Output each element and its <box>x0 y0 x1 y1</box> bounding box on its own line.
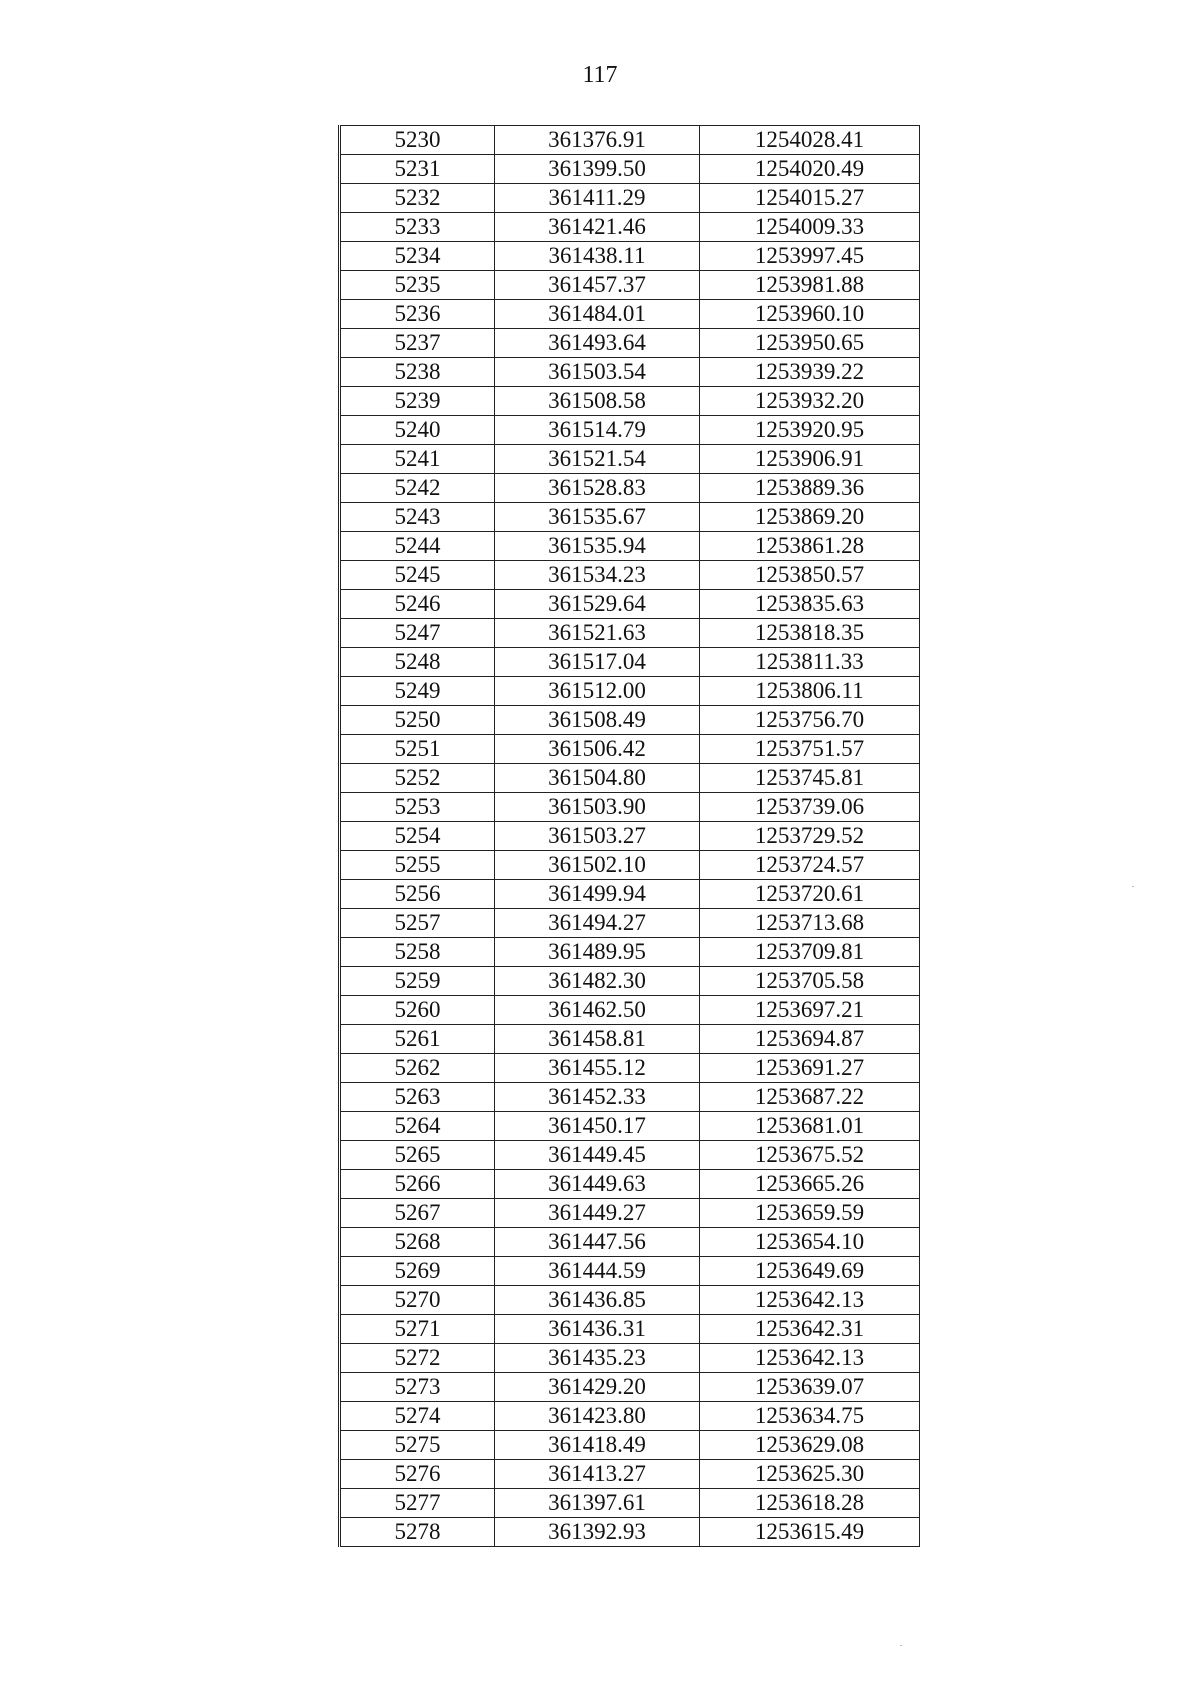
x-coordinate-cell: 361503.90 <box>495 793 700 822</box>
x-coordinate-cell: 361399.50 <box>495 155 700 184</box>
table-row <box>340 909 920 938</box>
x-coordinate-cell: 361447.56 <box>495 1228 700 1257</box>
x-coordinate-cell: 361504.80 <box>495 764 700 793</box>
y-coordinate-cell: 1253932.20 <box>700 387 920 416</box>
y-coordinate-cell: 1253818.35 <box>700 619 920 648</box>
table-row <box>340 532 920 561</box>
x-coordinate-cell: 361449.27 <box>495 1199 700 1228</box>
x-coordinate-cell: 361449.63 <box>495 1170 700 1199</box>
point-number-cell: 5251 <box>340 735 495 764</box>
x-coordinate-cell: 361534.23 <box>495 561 700 590</box>
x-coordinate-cell: 361506.42 <box>495 735 700 764</box>
page-number: 117 <box>582 62 618 88</box>
point-number-cell: 5271 <box>340 1315 495 1344</box>
y-coordinate-cell: 1253950.65 <box>700 329 920 358</box>
point-number-cell: 5231 <box>340 155 495 184</box>
table-row <box>340 126 920 155</box>
table-row <box>340 184 920 213</box>
point-number-cell: 5265 <box>340 1141 495 1170</box>
table-row <box>340 851 920 880</box>
table-row <box>340 242 920 271</box>
point-number-cell: 5257 <box>340 909 495 938</box>
y-coordinate-cell: 1253642.31 <box>700 1315 920 1344</box>
point-number-cell: 5258 <box>340 938 495 967</box>
table-row <box>340 648 920 677</box>
x-coordinate-cell: 361411.29 <box>495 184 700 213</box>
point-number-cell: 5254 <box>340 822 495 851</box>
table-body <box>340 126 920 1547</box>
y-coordinate-cell: 1254015.27 <box>700 184 920 213</box>
y-coordinate-cell: 1253745.81 <box>700 764 920 793</box>
y-coordinate-cell: 1253811.33 <box>700 648 920 677</box>
table-row <box>340 445 920 474</box>
point-number-cell: 5272 <box>340 1344 495 1373</box>
table-row <box>340 590 920 619</box>
x-coordinate-cell: 361493.64 <box>495 329 700 358</box>
y-coordinate-cell: 1253850.57 <box>700 561 920 590</box>
table-row <box>340 503 920 532</box>
x-coordinate-cell: 361452.33 <box>495 1083 700 1112</box>
x-coordinate-cell: 361502.10 <box>495 851 700 880</box>
y-coordinate-cell: 1253697.21 <box>700 996 920 1025</box>
y-coordinate-cell: 1253981.88 <box>700 271 920 300</box>
table-row <box>340 300 920 329</box>
y-coordinate-cell: 1253634.75 <box>700 1402 920 1431</box>
scan-speck <box>1132 886 1134 887</box>
table-row <box>340 1257 920 1286</box>
y-coordinate-cell: 1253869.20 <box>700 503 920 532</box>
y-coordinate-cell: 1253687.22 <box>700 1083 920 1112</box>
y-coordinate-cell: 1253649.69 <box>700 1257 920 1286</box>
point-number-cell: 5244 <box>340 532 495 561</box>
x-coordinate-cell: 361489.95 <box>495 938 700 967</box>
x-coordinate-cell: 361499.94 <box>495 880 700 909</box>
table-row <box>340 938 920 967</box>
table-row <box>340 1373 920 1402</box>
point-number-cell: 5252 <box>340 764 495 793</box>
x-coordinate-cell: 361494.27 <box>495 909 700 938</box>
y-coordinate-cell: 1253642.13 <box>700 1286 920 1315</box>
point-number-cell: 5237 <box>340 329 495 358</box>
table-row <box>340 619 920 648</box>
point-number-cell: 5264 <box>340 1112 495 1141</box>
x-coordinate-cell: 361508.49 <box>495 706 700 735</box>
x-coordinate-cell: 361512.00 <box>495 677 700 706</box>
x-coordinate-cell: 361423.80 <box>495 1402 700 1431</box>
table-row <box>340 1489 920 1518</box>
point-number-cell: 5233 <box>340 213 495 242</box>
y-coordinate-cell: 1253920.95 <box>700 416 920 445</box>
point-number-cell: 5247 <box>340 619 495 648</box>
table-row <box>340 1170 920 1199</box>
point-number-cell: 5242 <box>340 474 495 503</box>
x-coordinate-cell: 361435.23 <box>495 1344 700 1373</box>
point-number-cell: 5238 <box>340 358 495 387</box>
table-row <box>340 213 920 242</box>
point-number-cell: 5268 <box>340 1228 495 1257</box>
x-coordinate-cell: 361529.64 <box>495 590 700 619</box>
y-coordinate-cell: 1253889.36 <box>700 474 920 503</box>
y-coordinate-cell: 1253705.58 <box>700 967 920 996</box>
x-coordinate-cell: 361429.20 <box>495 1373 700 1402</box>
y-coordinate-cell: 1253729.52 <box>700 822 920 851</box>
y-coordinate-cell: 1253751.57 <box>700 735 920 764</box>
y-coordinate-cell: 1253720.61 <box>700 880 920 909</box>
x-coordinate-cell: 361392.93 <box>495 1518 700 1547</box>
point-number-cell: 5232 <box>340 184 495 213</box>
y-coordinate-cell: 1254009.33 <box>700 213 920 242</box>
y-coordinate-cell: 1253691.27 <box>700 1054 920 1083</box>
table-row <box>340 822 920 851</box>
x-coordinate-cell: 361450.17 <box>495 1112 700 1141</box>
table-row <box>340 880 920 909</box>
table-row <box>340 735 920 764</box>
table-row <box>340 1025 920 1054</box>
point-number-cell: 5240 <box>340 416 495 445</box>
x-coordinate-cell: 361482.30 <box>495 967 700 996</box>
table-row <box>340 271 920 300</box>
y-coordinate-cell: 1253997.45 <box>700 242 920 271</box>
x-coordinate-cell: 361421.46 <box>495 213 700 242</box>
y-coordinate-cell: 1253639.07 <box>700 1373 920 1402</box>
table-row <box>340 1054 920 1083</box>
y-coordinate-cell: 1253625.30 <box>700 1460 920 1489</box>
point-number-cell: 5277 <box>340 1489 495 1518</box>
point-number-cell: 5250 <box>340 706 495 735</box>
table-row <box>340 1228 920 1257</box>
point-number-cell: 5234 <box>340 242 495 271</box>
table-row <box>340 1112 920 1141</box>
x-coordinate-cell: 361535.67 <box>495 503 700 532</box>
point-number-cell: 5267 <box>340 1199 495 1228</box>
table-row <box>340 387 920 416</box>
y-coordinate-cell: 1253629.08 <box>700 1431 920 1460</box>
x-coordinate-cell: 361413.27 <box>495 1460 700 1489</box>
y-coordinate-cell: 1253835.63 <box>700 590 920 619</box>
x-coordinate-cell: 361503.27 <box>495 822 700 851</box>
point-number-cell: 5239 <box>340 387 495 416</box>
point-number-cell: 5262 <box>340 1054 495 1083</box>
y-coordinate-cell: 1253756.70 <box>700 706 920 735</box>
y-coordinate-cell: 1253675.52 <box>700 1141 920 1170</box>
table-row <box>340 764 920 793</box>
point-number-cell: 5256 <box>340 880 495 909</box>
x-coordinate-cell: 361521.63 <box>495 619 700 648</box>
x-coordinate-cell: 361484.01 <box>495 300 700 329</box>
y-coordinate-cell: 1253642.13 <box>700 1344 920 1373</box>
table-row <box>340 329 920 358</box>
table-row <box>340 155 920 184</box>
point-number-cell: 5270 <box>340 1286 495 1315</box>
table-row <box>340 996 920 1025</box>
y-coordinate-cell: 1254020.49 <box>700 155 920 184</box>
y-coordinate-cell: 1253694.87 <box>700 1025 920 1054</box>
point-number-cell: 5245 <box>340 561 495 590</box>
point-number-cell: 5266 <box>340 1170 495 1199</box>
y-coordinate-cell: 1253724.57 <box>700 851 920 880</box>
point-number-cell: 5230 <box>340 126 495 155</box>
x-coordinate-cell: 361535.94 <box>495 532 700 561</box>
point-number-cell: 5274 <box>340 1402 495 1431</box>
point-number-cell: 5261 <box>340 1025 495 1054</box>
y-coordinate-cell: 1253709.81 <box>700 938 920 967</box>
y-coordinate-cell: 1253739.06 <box>700 793 920 822</box>
table-row <box>340 1431 920 1460</box>
table-row <box>340 561 920 590</box>
x-coordinate-cell: 361436.31 <box>495 1315 700 1344</box>
x-coordinate-cell: 361444.59 <box>495 1257 700 1286</box>
scan-speck <box>900 1645 902 1646</box>
x-coordinate-cell: 361436.85 <box>495 1286 700 1315</box>
y-coordinate-cell: 1253654.10 <box>700 1228 920 1257</box>
point-number-cell: 5276 <box>340 1460 495 1489</box>
x-coordinate-cell: 361458.81 <box>495 1025 700 1054</box>
y-coordinate-cell: 1253960.10 <box>700 300 920 329</box>
table-row <box>340 1199 920 1228</box>
table-row <box>340 416 920 445</box>
point-number-cell: 5255 <box>340 851 495 880</box>
x-coordinate-cell: 361438.11 <box>495 242 700 271</box>
table-row <box>340 793 920 822</box>
x-coordinate-cell: 361455.12 <box>495 1054 700 1083</box>
table-row <box>340 474 920 503</box>
table-row <box>340 1344 920 1373</box>
y-coordinate-cell: 1253861.28 <box>700 532 920 561</box>
point-number-cell: 5235 <box>340 271 495 300</box>
table-row <box>340 1315 920 1344</box>
x-coordinate-cell: 361508.58 <box>495 387 700 416</box>
x-coordinate-cell: 361521.54 <box>495 445 700 474</box>
point-number-cell: 5241 <box>340 445 495 474</box>
y-coordinate-cell: 1253906.91 <box>700 445 920 474</box>
y-coordinate-cell: 1253615.49 <box>700 1518 920 1547</box>
y-coordinate-cell: 1254028.41 <box>700 126 920 155</box>
table-row <box>340 706 920 735</box>
table-row <box>340 1460 920 1489</box>
x-coordinate-cell: 361503.54 <box>495 358 700 387</box>
coordinates-table <box>338 125 920 1547</box>
point-number-cell: 5253 <box>340 793 495 822</box>
table-row <box>340 1141 920 1170</box>
point-number-cell: 5246 <box>340 590 495 619</box>
point-number-cell: 5269 <box>340 1257 495 1286</box>
point-number-cell: 5236 <box>340 300 495 329</box>
point-number-cell: 5275 <box>340 1431 495 1460</box>
table-row <box>340 1083 920 1112</box>
y-coordinate-cell: 1253618.28 <box>700 1489 920 1518</box>
table-row <box>340 677 920 706</box>
y-coordinate-cell: 1253939.22 <box>700 358 920 387</box>
y-coordinate-cell: 1253665.26 <box>700 1170 920 1199</box>
table-row <box>340 1518 920 1547</box>
point-number-cell: 5273 <box>340 1373 495 1402</box>
table-row <box>340 1286 920 1315</box>
x-coordinate-cell: 361514.79 <box>495 416 700 445</box>
y-coordinate-cell: 1253713.68 <box>700 909 920 938</box>
y-coordinate-cell: 1253681.01 <box>700 1112 920 1141</box>
x-coordinate-cell: 361376.91 <box>495 126 700 155</box>
y-coordinate-cell: 1253806.11 <box>700 677 920 706</box>
y-coordinate-cell: 1253659.59 <box>700 1199 920 1228</box>
x-coordinate-cell: 361397.61 <box>495 1489 700 1518</box>
point-number-cell: 5263 <box>340 1083 495 1112</box>
table-row <box>340 967 920 996</box>
point-number-cell: 5278 <box>340 1518 495 1547</box>
x-coordinate-cell: 361462.50 <box>495 996 700 1025</box>
point-number-cell: 5260 <box>340 996 495 1025</box>
x-coordinate-cell: 361418.49 <box>495 1431 700 1460</box>
table-row <box>340 1402 920 1431</box>
point-number-cell: 5249 <box>340 677 495 706</box>
x-coordinate-cell: 361528.83 <box>495 474 700 503</box>
x-coordinate-cell: 361457.37 <box>495 271 700 300</box>
point-number-cell: 5248 <box>340 648 495 677</box>
table-row <box>340 358 920 387</box>
point-number-cell: 5259 <box>340 967 495 996</box>
x-coordinate-cell: 361517.04 <box>495 648 700 677</box>
point-number-cell: 5243 <box>340 503 495 532</box>
x-coordinate-cell: 361449.45 <box>495 1141 700 1170</box>
